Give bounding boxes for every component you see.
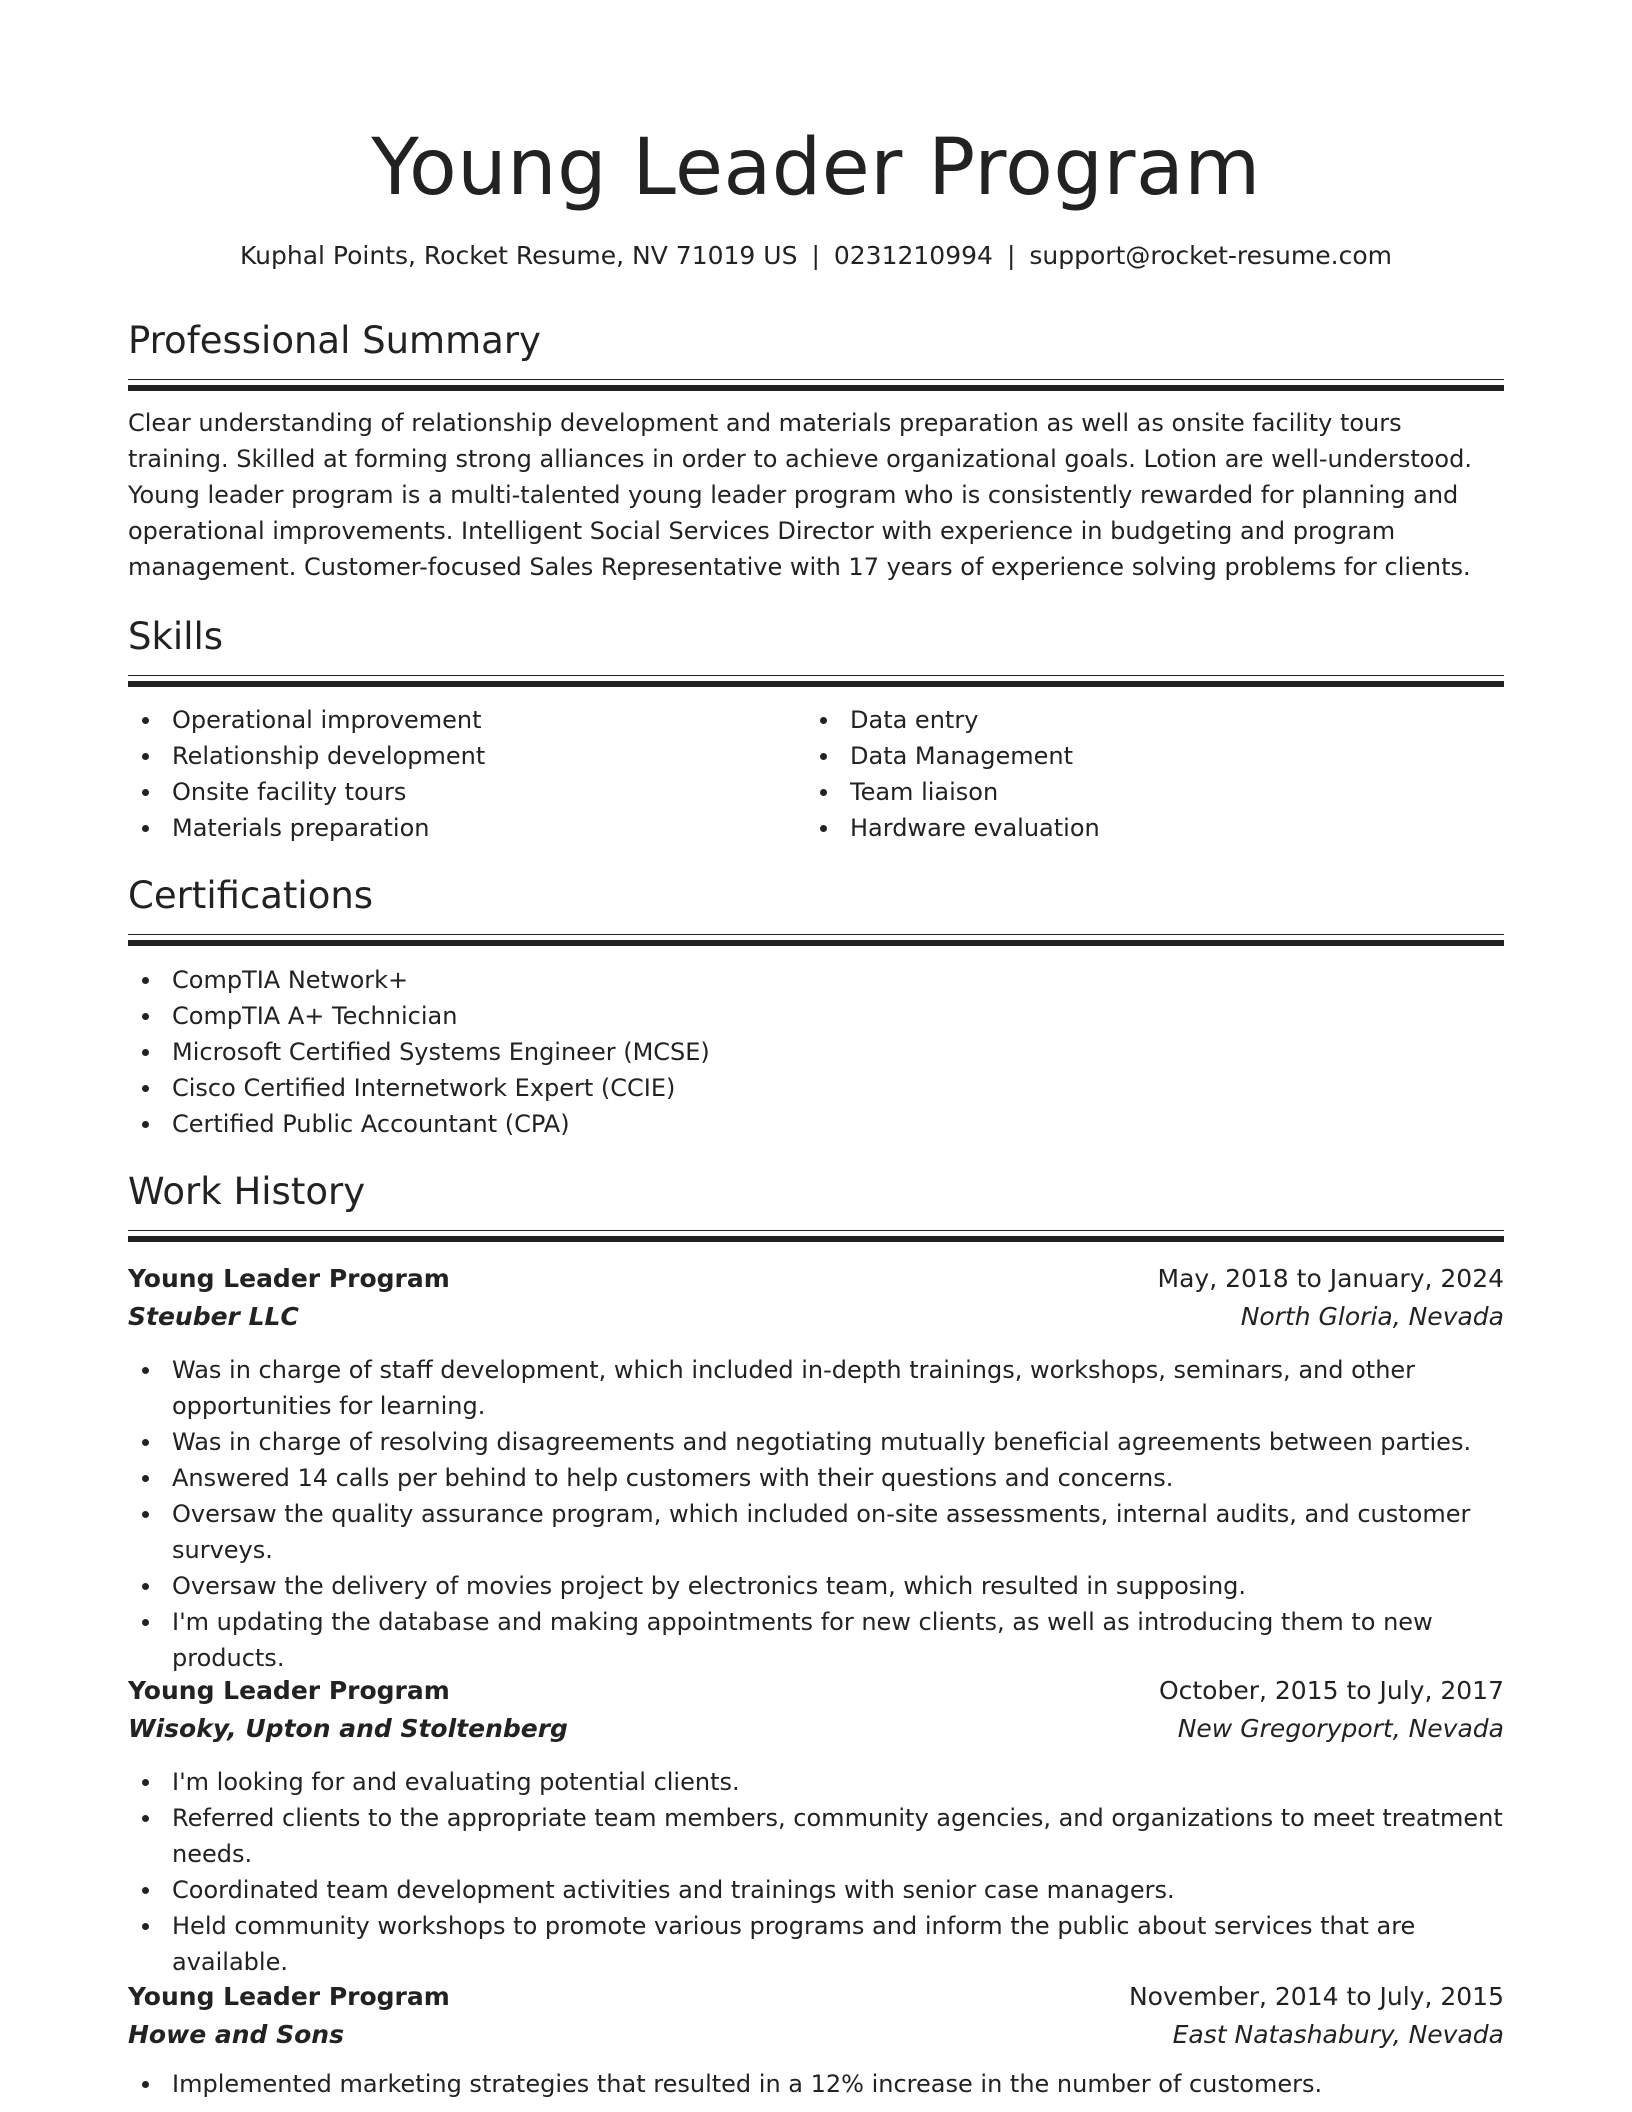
job-bullet: I'm updating the database and making appointments for new clients, as well as introducing them to new products. <box>128 1604 1504 1676</box>
section-title-summary: Professional Summary <box>128 319 541 362</box>
job-bullet: Coordinated team development activities and trainings with senior case managers. <box>128 1872 1504 1908</box>
job-bullet: I'm looking for and evaluating potential clients. <box>128 1764 1504 1800</box>
resume-page <box>128 0 1504 2112</box>
section-divider-thick <box>128 385 1504 391</box>
skill-item: Onsite facility tours <box>128 774 768 810</box>
skills-section <box>128 612 1504 687</box>
summary-section <box>128 316 1504 391</box>
section-divider <box>128 675 1504 676</box>
job-bullet: Was in charge of staff development, which included in-depth trainings, workshops, seminars, and other opportunities for learning. <box>128 1352 1504 1424</box>
job-bullet: Answered 14 calls per behind to help customers with their questions and concerns. <box>128 1460 1504 1496</box>
certification-item: Cisco Certified Internetwork Expert (CCIE) <box>128 1070 1504 1106</box>
job-location: East Natashabury, Nevada <box>1172 2020 1504 2049</box>
job-location: New Gregoryport, Nevada <box>1177 1714 1504 1743</box>
job-company: Wisoky, Upton and Stoltenberg <box>128 1714 568 1743</box>
job-dates: May, 2018 to January, 2024 <box>1157 1264 1504 1293</box>
job-dates: October, 2015 to July, 2017 <box>1158 1676 1504 1705</box>
section-divider <box>128 1230 1504 1231</box>
job-title: Young Leader Program <box>128 1982 450 2011</box>
contact-address: Kuphal Points, Rocket Resume, NV 71019 US <box>240 241 798 270</box>
section-title-certifications: Certifications <box>128 874 374 917</box>
section-divider-thick <box>128 681 1504 687</box>
section-title-skills: Skills <box>128 615 224 658</box>
job-bullet: Held community workshops to promote various programs and inform the public about services that are available. <box>128 1908 1504 1980</box>
certification-item: Certified Public Accountant (CPA) <box>128 1106 1504 1142</box>
skill-item: Relationship development <box>128 738 768 774</box>
section-divider-thick <box>128 940 1504 946</box>
job-title: Young Leader Program <box>128 1264 450 1293</box>
job-subheader-row <box>128 1710 1504 1748</box>
job-subheader-row <box>128 1298 1504 1336</box>
job-bullet: Referred clients to the appropriate team members, community agencies, and organizations to meet treatment needs. <box>128 1800 1504 1872</box>
resume-name: Young Leader Program <box>371 123 1261 213</box>
skills-list-right <box>806 702 1446 846</box>
certification-item: CompTIA A+ Technician <box>128 998 1504 1034</box>
job-dates: November, 2014 to July, 2015 <box>1128 1982 1504 2011</box>
certifications-list <box>128 962 1504 1142</box>
section-divider <box>128 934 1504 935</box>
job-header-row <box>128 1672 1504 1710</box>
skill-item: Data entry <box>806 702 1446 738</box>
skill-item: Data Management <box>806 738 1446 774</box>
job-bullet: Oversaw the quality assurance program, which included on-site assessments, internal audits, and customer surveys. <box>128 1496 1504 1568</box>
contact-phone: 0231210994 <box>833 241 993 270</box>
job-bullets <box>128 2066 1504 2102</box>
job-bullet: Oversaw the delivery of movies project by electronics team, which resulted in supposing. <box>128 1568 1504 1604</box>
skill-item: Materials preparation <box>128 810 768 846</box>
skill-item: Operational improvement <box>128 702 768 738</box>
skill-item: Team liaison <box>806 774 1446 810</box>
section-divider <box>128 379 1504 380</box>
job-location: North Gloria, Nevada <box>1240 1302 1504 1331</box>
job-bullets <box>128 1764 1504 1980</box>
job-entry <box>128 1978 1504 2102</box>
section-divider-thick <box>128 1236 1504 1242</box>
work-history-section <box>128 1167 1504 1242</box>
job-entry <box>128 1260 1504 1676</box>
certification-item: Microsoft Certified Systems Engineer (MCSE) <box>128 1034 1504 1070</box>
contact-separator: | <box>1006 241 1016 270</box>
job-company: Howe and Sons <box>128 2020 344 2049</box>
summary-text: Clear understanding of relationship development and materials preparation as well as onsite facility tours training. Skilled at forming strong alliances in order to achieve organizational goals. Lotion are well-understood. Young leader program is a multi-talented young leader program who is consistently rewarded for planning and operational improvements. Intelligent Social Services Director with experience in budgeting and program management. Customer-focused Sales Representative with 17 years of experience solving problems for clients. <box>128 409 1472 581</box>
job-title: Young Leader Program <box>128 1676 450 1705</box>
contact-line <box>128 238 1504 274</box>
contact-email[interactable]: support@rocket-resume.com <box>1029 241 1392 270</box>
job-bullet: Implemented marketing strategies that resulted in a 12% increase in the number of customers. <box>128 2066 1504 2102</box>
job-header-row <box>128 1978 1504 2016</box>
skills-list-left <box>128 702 768 846</box>
job-company: Steuber LLC <box>128 1302 299 1331</box>
job-bullet: Was in charge of resolving disagreements and negotiating mutually beneficial agreements between parties. <box>128 1424 1504 1460</box>
job-bullets <box>128 1352 1504 1676</box>
job-entry <box>128 1672 1504 1980</box>
contact-separator: | <box>811 241 820 270</box>
job-header-row <box>128 1260 1504 1298</box>
job-subheader-row <box>128 2016 1504 2054</box>
section-title-work-history: Work History <box>128 1170 366 1213</box>
certifications-section <box>128 871 1504 946</box>
certification-item: CompTIA Network+ <box>128 962 1504 998</box>
skill-item: Hardware evaluation <box>806 810 1446 846</box>
